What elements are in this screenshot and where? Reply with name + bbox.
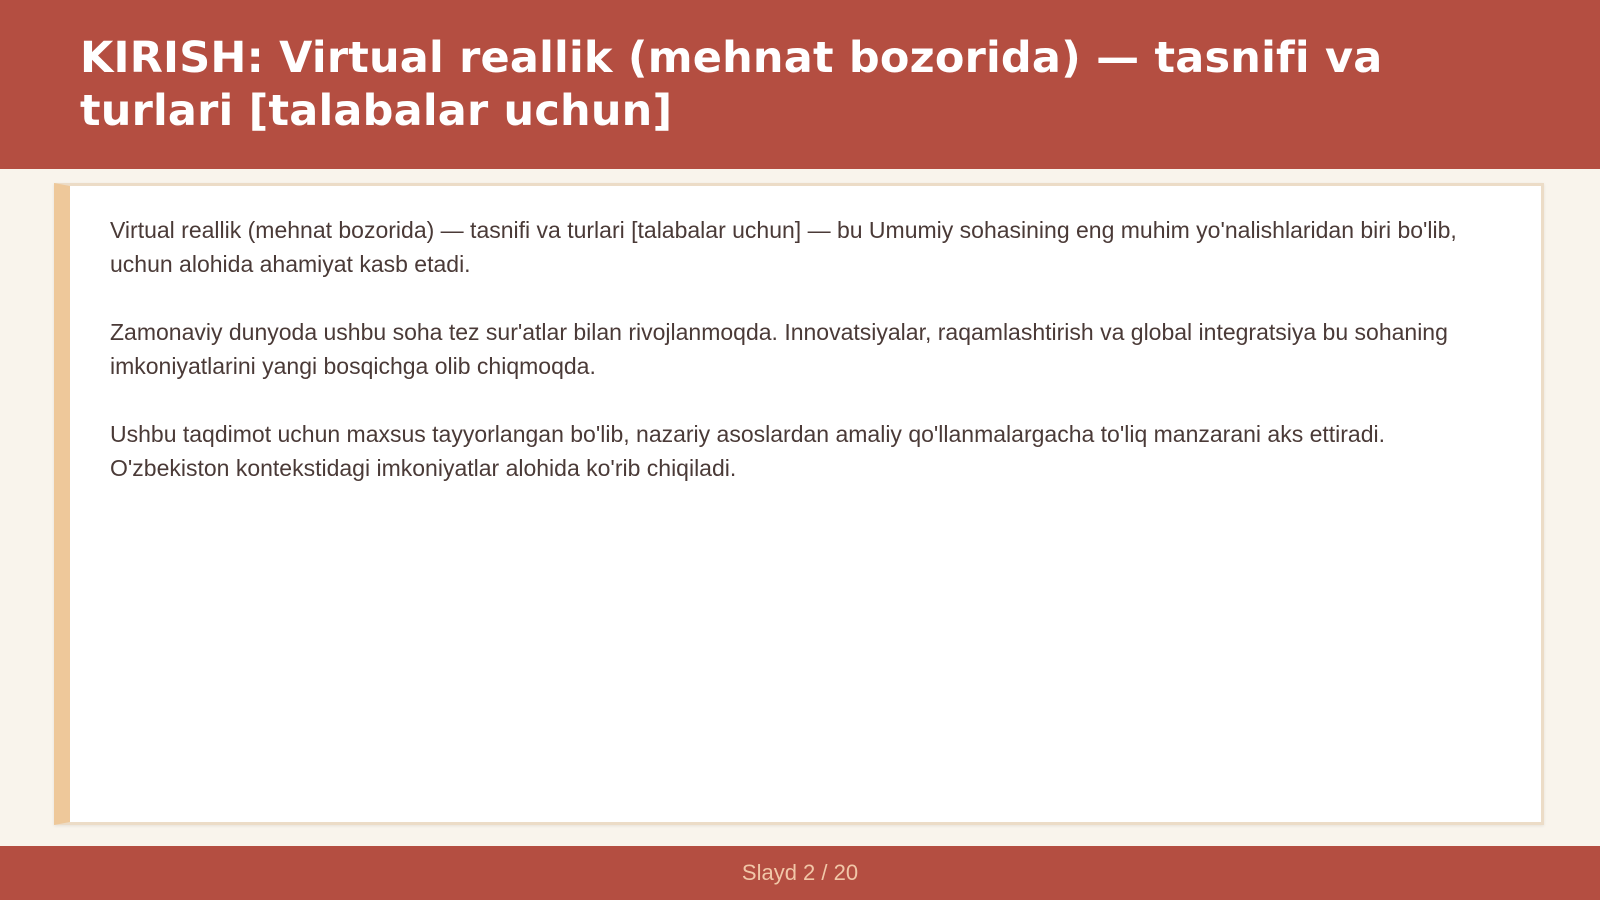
content-card xyxy=(54,183,1544,825)
slide-footer xyxy=(0,846,1600,900)
intro-paragraph: Virtual reallik (mehnat bozorida) — tasnifi va turlari [talabalar uchun] — bu Umumiy sohasining eng muhim yo'nalishlaridan biri bo'lib, uchun alohida ahamiyat kasb etadi. xyxy=(110,217,1457,277)
modern-world-paragraph: Zamonaviy dunyoda ushbu soha tez sur'atlar bilan rivojlanmoqda. Innovatsiyalar, raqamlashtirish va global integratsiya bu sohaning imkoniyatlarini yangi bosqichga olib chiqmoqda. xyxy=(110,319,1448,379)
slide-title: KIRISH: Virtual reallik (mehnat bozorida) — tasnifi va turlari [talabalar uchun] xyxy=(80,33,1383,136)
slide-counter: Slayd 2 / 20 xyxy=(741,860,859,885)
content-body xyxy=(70,186,1541,485)
slide-header xyxy=(0,0,1600,169)
presentation-purpose-paragraph: Ushbu taqdimot uchun maxsus tayyorlangan bo'lib, nazariy asoslardan amaliy qo'llanmalargacha to'liq manzarani aks ettiradi. O'zbekiston kontekstidagi imkoniyatlar alohida ko'rib chiqiladi. xyxy=(110,421,1386,481)
